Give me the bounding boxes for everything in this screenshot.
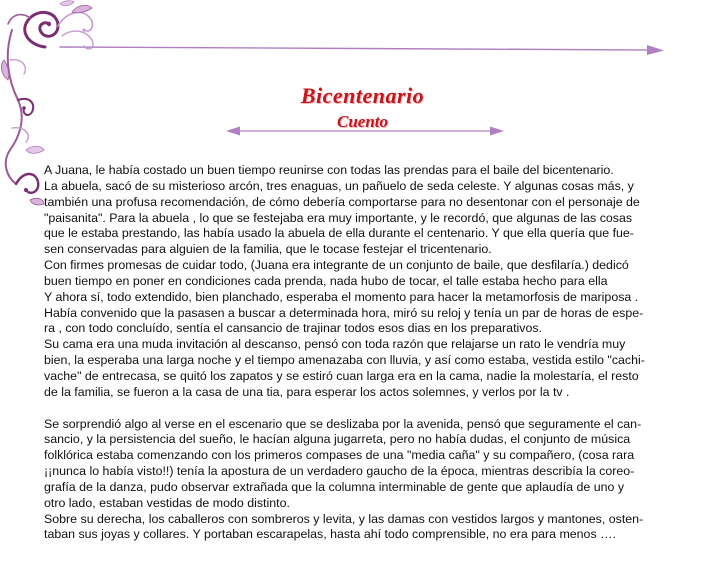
story-line: sen conservadas para alguien de la familia, que le tocase festejar el tricentenario. [44,242,492,257]
story-line: folklórica estaba comenzando con los primeros compases de una "media caña" y su compañero, (cosa rara [44,448,635,463]
story-line: Y ahora sí, todo extendido, bien planchado, esperaba el momento para hacer la metamorfosis de mariposa . [44,289,639,304]
story-line: grafía de la danza, pudo observar extrañada que la columna interminable de gente que aplaudía de uno y [44,479,625,494]
story-line: que le estaba prestando, las había usado la abuela de ella durante el centenario. Y que ella quería que fue- [44,226,634,241]
story-line: Se sorprendió algo al verse en el escenario que se deslizaba por la avenida, pensó que seguramente el can- [44,416,642,431]
story-body [44,163,690,543]
story-title: Bicentenario [300,83,425,108]
story-line: vache" de entrecasa, se quitó los zapatos y se estiró cuan larga era en la cama, nadie la molestaría, el resto [44,368,639,383]
story-line: también una profusa recomendación, de cómo debería comportarse para no desentonar con el personaje de [44,194,640,209]
story-line: ra , con todo concluído, sentía el cansancio de trajinar todos esos dias en los preparativos. [44,321,542,336]
story-line: buen tiempo en poner en condiciones cada prenda, nada hubo de tocar, el talle estaba hecho para ella [44,273,608,288]
story-line: ¡¡nunca lo había visto!!) tenía la apostura de un verdadero gaucho de la época, mientras describía la coreo- [44,464,635,479]
story-line: La abuela, sacó de su misterioso arcón, tres enaguas, un pañuelo de seda celeste. Y algunas cosas más, y [44,178,634,193]
paragraph-spacer [44,401,690,417]
story-line: A Juana, le había costado un buen tiempo reunirse con todas las prendas para el baile del bicentenario. [44,163,614,177]
story-line: Con firmes promesas de cuidar todo, (Juana era integrante de un conjunto de baile, que desfilaría.) dedicó [44,258,629,273]
top-rule [60,47,655,50]
story-line: "paisanita". Para la abuela , lo que se festejaba era muy importante, y le recordó, que algunas de las cosas [44,210,633,225]
story-line: Había convenido que la pasasen a buscar a determinada hora, miró su reloj y tenía un par de horas de espe- [44,305,644,320]
story-line: de la familia, se fueron a la casa de una tia, para esperar los actos solemnes, y verlos por la tv . [44,384,570,399]
story-subtitle: Cuento [336,112,389,131]
story-line: Sobre su derecha, los caballeros con sombreros y levita, y las damas con vestidos largos y mantones, osten- [44,511,644,526]
story-line: sancio, y la persistencia del sueño, le hacían alguna jugarreta, pero no había dudas, el conjunto de música [44,432,631,447]
top-rule-arrow [647,45,664,55]
story-line: taban sus joyas y collares. Y portaban escarapelas, hasta ahí todo comprensible, no era para menos …. [44,527,616,542]
story-line: Su cama era una muda invitación al descanso, pensó con toda razón que relajarse un rato le vendría muy [44,337,626,352]
story-line: otro lado, estaban vestidas de modo distinto. [44,495,290,510]
story-line: bien, la esperaba una larga noche y el tiempo amenazaba con lluvia, y así como estaba, vestida estilo "cachi- [44,353,645,368]
